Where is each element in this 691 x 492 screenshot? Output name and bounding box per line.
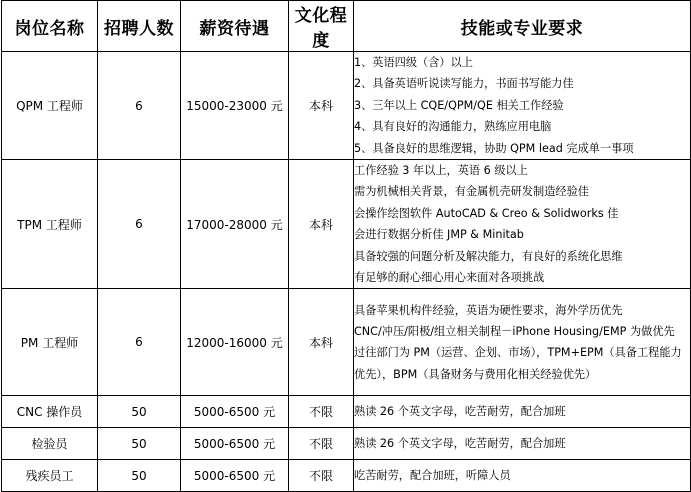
header-position: 岗位名称 [2,1,98,52]
requirement-line: 会进行数据分析佳 JMP & Minitab [354,228,524,242]
position-cell: CNC 操作员 [2,396,98,428]
education-cell: 本科 [289,160,354,289]
salary-cell: 5000-6500 元 [181,460,289,492]
position-cell: 残疾员工 [2,460,98,492]
requirement-line: 会操作绘图软件 AutoCAD & Creo & Solidworks 佳 [354,206,619,220]
requirements-cell [354,396,691,428]
education-cell: 本科 [289,52,354,160]
salary-cell: 17000-28000 元 [181,160,289,289]
requirement-line: 过往部门为 PM（运营、企划、市场），TPM+EPM（具备工程能力优先），BPM（具备财务与费用化相关经验优先） [354,346,682,381]
position-cell: QPM 工程师 [2,52,98,160]
count-cell: 50 [98,428,181,460]
count-cell: 50 [98,396,181,428]
position-cell: 检验员 [2,428,98,460]
salary-cell: 5000-6500 元 [181,396,289,428]
requirement-line: 1、英语四级（含）以上 [354,56,473,69]
education-cell: 本科 [289,289,354,396]
requirement-line: 熟读 26 个英文字母，吃苦耐劳，配合加班 [354,437,566,451]
position-cell: PM 工程师 [2,289,98,396]
header-requirements: 技能或专业要求 [354,1,691,52]
requirement-line: 3、三年以上 CQE/QPM/QE 相关工作经验 [354,98,564,112]
education-cell: 不限 [289,460,354,492]
recruitment-table [1,0,691,492]
salary-cell: 15000-23000 元 [181,52,289,160]
requirement-line: 4、具有良好的沟通能力，熟练应用电脑 [354,120,552,134]
salary-cell: 12000-16000 元 [181,289,289,396]
header-row [2,1,691,52]
requirement-line: 具备较强的问题分析及解决能力，有良好的系统化思维 [354,249,623,263]
requirements-cell [354,289,691,396]
table-row [2,428,691,460]
header-education: 文化程度 [289,1,354,52]
requirements-cell [354,428,691,460]
count-cell: 6 [98,289,181,396]
education-cell: 不限 [289,396,354,428]
requirement-line: 2、具备英语听说读写能力，书面书写能力佳 [354,77,574,91]
requirement-line: 熟读 26 个英文字母，吃苦耐劳，配合加班 [354,405,566,419]
requirement-line: 需为机械相关背景，有金属机壳研发制造经验佳 [354,185,589,199]
requirement-line: 具备苹果机构件经验，英语为硬性要求，海外学历优先 [354,303,623,317]
requirement-line: 吃苦耐劳，配合加班，听障人员 [354,469,511,483]
count-cell: 50 [98,460,181,492]
table-row [2,160,691,289]
table-row [2,460,691,492]
salary-cell: 5000-6500 元 [181,428,289,460]
requirement-line: 工作经验 3 年以上，英语 6 级以上 [354,164,528,178]
requirements-cell [354,52,691,160]
requirement-line: CNC/冲压/阳极/组立相关制程－iPhone Housing/EMP 为做优先 [354,325,675,339]
requirements-cell [354,460,691,492]
header-count: 招聘人数 [98,1,181,52]
header-salary: 薪资待遇 [181,1,289,52]
table-row [2,52,691,160]
position-cell: TPM 工程师 [2,160,98,289]
table-row [2,396,691,428]
requirement-line: 有足够的耐心细心用心来面对各项挑战 [354,271,545,285]
count-cell: 6 [98,52,181,160]
requirements-cell [354,160,691,289]
count-cell: 6 [98,160,181,289]
table-row [2,289,691,396]
education-cell: 不限 [289,428,354,460]
requirement-line: 5、具备良好的思维逻辑，协助 QPM lead 完成单一事项 [354,141,634,155]
